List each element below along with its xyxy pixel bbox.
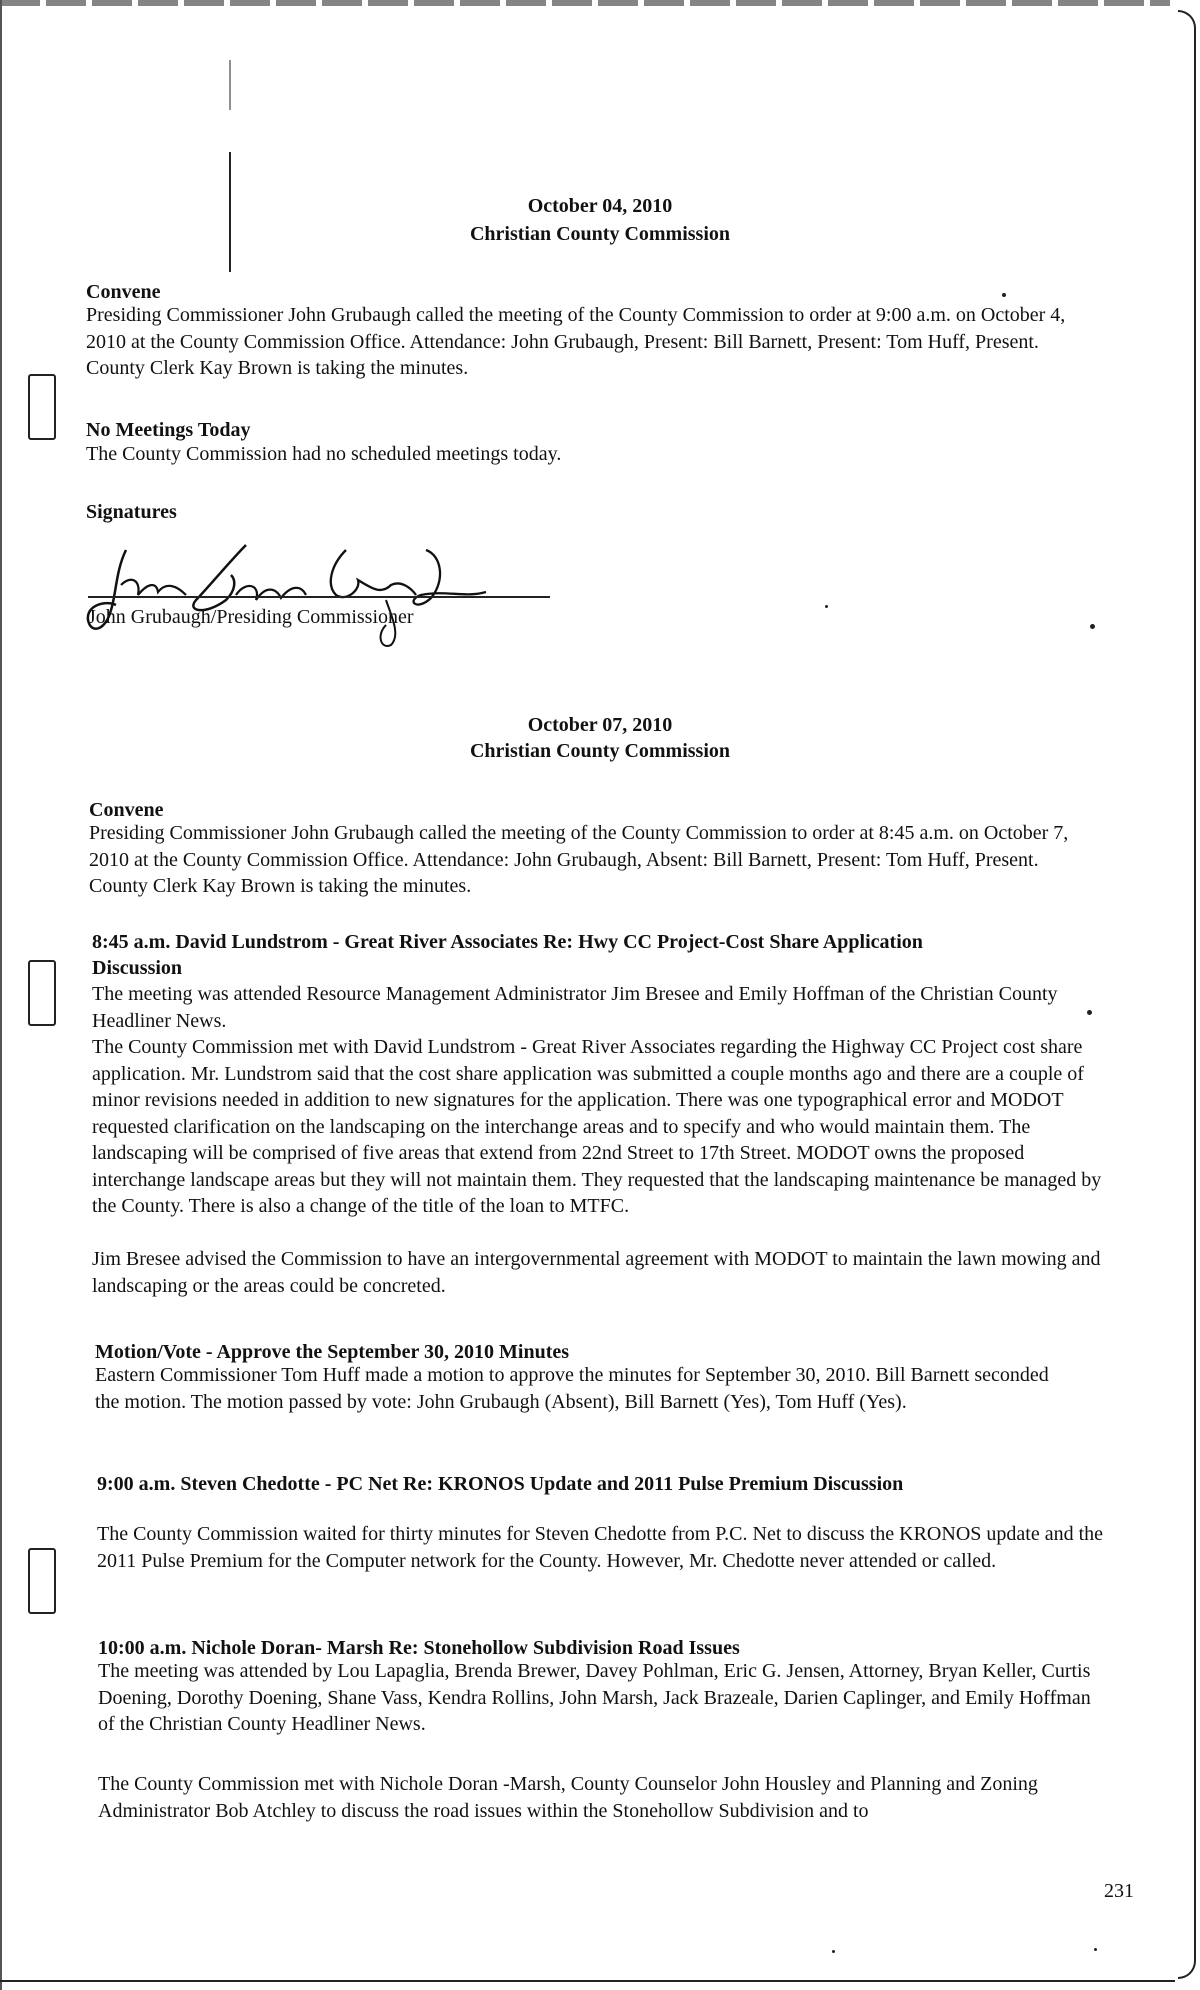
scan-speck <box>1090 624 1095 629</box>
item4-discussion: The County Commission met with Nichole Doran -Marsh, County Counselor John Housley and Planning and Zoning Administrator Bob Atchley to discuss the road issues within the Stonehollow Subdivision and to <box>98 1773 1038 1822</box>
scan-speck <box>1094 1948 1097 1951</box>
meeting2-date: October 07, 2010 <box>527 714 673 736</box>
left-page-edge <box>0 0 2 1990</box>
item1-heading: 8:45 a.m. David Lundstrom - Great River Associates Re: Hwy CC Project-Cost Share Application Discussion <box>92 931 923 979</box>
meeting2-org: Christian County Commission <box>469 740 731 762</box>
meeting2-convene-heading: Convene <box>89 799 164 821</box>
item1-advice: Jim Bresee advised the Commission to have an intergovernmental agreement with MODOT to maintain the lawn mowing and landscaping or the areas could be concreted. <box>92 1248 1101 1297</box>
meeting1-nomeet-heading: No Meetings Today <box>86 419 251 441</box>
scan-speck <box>832 1950 835 1953</box>
scan-speck <box>1087 1010 1092 1015</box>
item2-heading: Motion/Vote - Approve the September 30, 2010 Minutes <box>95 1341 570 1363</box>
meeting2-convene-text: Presiding Commissioner John Grubaugh called the meeting of the County Commission to order at 8:45 a.m. on October 7, 2010 at the County Commission Office. Attendance: John Grubaugh, Absent: Bill Barnett, Present: Tom Huff, Present. County Clerk Kay Brown is taking the minutes. <box>89 822 1069 897</box>
top-edge-marks <box>0 0 1170 6</box>
page-number: 231 <box>1104 1880 1134 1902</box>
meeting1-nomeet-text: The County Commission had no scheduled meetings today. <box>86 443 562 465</box>
binder-hole-middle <box>28 960 56 1026</box>
item3-heading: 9:00 a.m. Steven Chedotte - PC Net Re: KRONOS Update and 2011 Pulse Premium Discussion <box>97 1473 904 1495</box>
meeting1-org: Christian County Commission <box>469 223 731 245</box>
margin-mark <box>229 60 231 110</box>
item2-text: Eastern Commissioner Tom Huff made a motion to approve the minutes for September 30, 2010. Bill Barnett seconded the motion. The motion passed by vote: John Grubaugh (Absent), Bill Barnett (Yes), Tom Huff (Yes). <box>95 1364 1049 1413</box>
item4-attendance: The meeting was attended by Lou Lapaglia, Brenda Brewer, Davey Pohlman, Eric G. Jensen, Attorney, Bryan Keller, Curtis Doening, Dorothy Doening, Shane Vass, Kendra Rollins, John Marsh, Jack Brazeale, Darien Caplinger, and Emily Hoffman of the Christian County Headliner News. <box>98 1660 1091 1735</box>
scan-speck <box>1002 293 1006 297</box>
signatures-heading: Signatures <box>86 501 177 523</box>
bottom-page-edge <box>0 1980 1175 1982</box>
binder-hole-bottom <box>28 1548 56 1614</box>
item4-heading: 10:00 a.m. Nichole Doran- Marsh Re: Stonehollow Subdivision Road Issues <box>98 1637 740 1659</box>
meeting1-convene-text: Presiding Commissioner John Grubaugh called the meeting of the County Commission to order at 9:00 a.m. on October 4, 2010 at the County Commission Office. Attendance: John Grubaugh, Present: Bill Barnett, Present: Tom Huff, Present. County Clerk Kay Brown is taking the minutes. <box>86 304 1066 379</box>
meeting1-date: October 04, 2010 <box>527 195 673 217</box>
scan-speck <box>825 605 828 608</box>
item1-attendance: The meeting was attended Resource Management Administrator Jim Bresee and Emily Hoffman of the Christian County Headliner News. <box>92 983 1058 1032</box>
item3-text: The County Commission waited for thirty minutes for Steven Chedotte from P.C. Net to discuss the KRONOS update and the 2011 Pulse Premium for the Computer network for the County. However, Mr. Chedotte never attended or called. <box>97 1523 1104 1572</box>
meeting1-convene-heading: Convene <box>86 281 161 303</box>
signature-caption: John Grubaugh/Presiding Commissioner <box>88 606 414 628</box>
signature-line <box>88 596 550 598</box>
binder-hole-top <box>28 374 56 440</box>
handwritten-signature <box>86 540 556 650</box>
right-page-edge <box>1178 10 1196 1979</box>
item1-discussion: The County Commission met with David Lundstrom - Great River Associates regarding the Highway CC Project cost share application. Mr. Lundstrom said that the cost share application was submitted a couple months ago and there are a couple of minor revisions needed in addition to new signatures for the application. There was one typographical error and MODOT requested clarification on the landscaping on the interchange areas and to specify and who would maintain them. The landscaping will be comprised of five areas that extend from 22nd Street to 17th Street. MODOT owns the proposed interchange landscape areas but they will not maintain them. They requested that the landscaping maintenance be managed by the County. There is also a change of the title of the loan to MTFC. <box>92 1036 1102 1217</box>
